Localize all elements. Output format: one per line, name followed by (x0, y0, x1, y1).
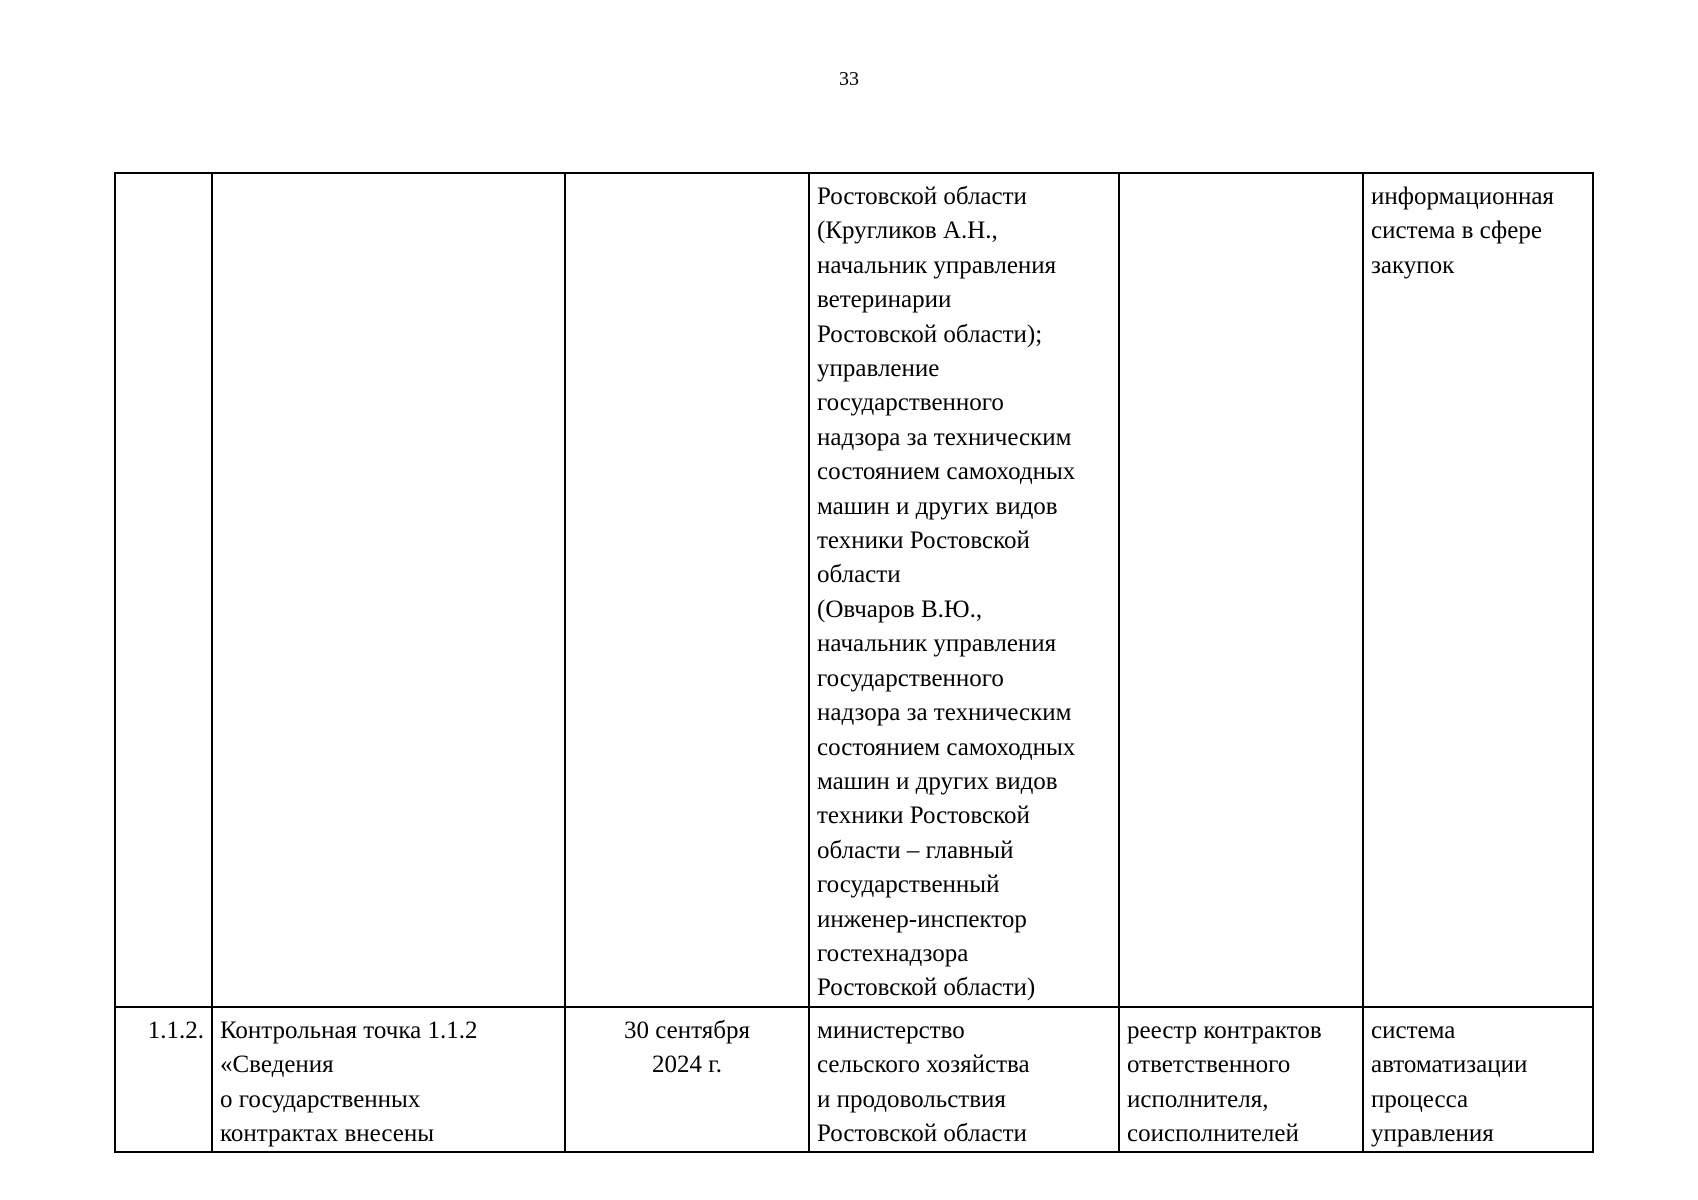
cell-event: Контрольная точка 1.1.2 «Сведения о государственных контрактах внесены (212, 1007, 565, 1153)
cell-responsible: министерство сельского хозяйства и продовольствия Ростовской области (809, 1007, 1119, 1153)
plan-table (114, 172, 1594, 1153)
cell-date (565, 173, 809, 1007)
table-row (115, 1007, 1593, 1153)
cell-number (115, 173, 212, 1007)
cell-responsible: Ростовской области (Кругликов А.Н., начальник управления ветеринарии Ростовской области); управление государственного надзора за техническим состоянием самоходных машин и других видов техники Ростовской области (Овчаров В.Ю., начальник управления государственного надзора за техническим состоянием самоходных машин и других видов техники Ростовской области – главный государственный инженер-инспектор гостехнадзора Ростовской области) (809, 173, 1119, 1007)
cell-document: реестр контрактов ответственного исполнителя, соисполнителей (1119, 1007, 1363, 1153)
table-row (115, 173, 1593, 1007)
page-number: 33 (839, 68, 859, 90)
cell-event (212, 173, 565, 1007)
cell-document (1119, 173, 1363, 1007)
cell-system: система автоматизации процесса управления (1363, 1007, 1593, 1153)
cell-date: 30 сентября 2024 г. (565, 1007, 809, 1153)
cell-number: 1.1.2. (115, 1007, 212, 1153)
cell-system: информационная система в сфере закупок (1363, 173, 1593, 1007)
